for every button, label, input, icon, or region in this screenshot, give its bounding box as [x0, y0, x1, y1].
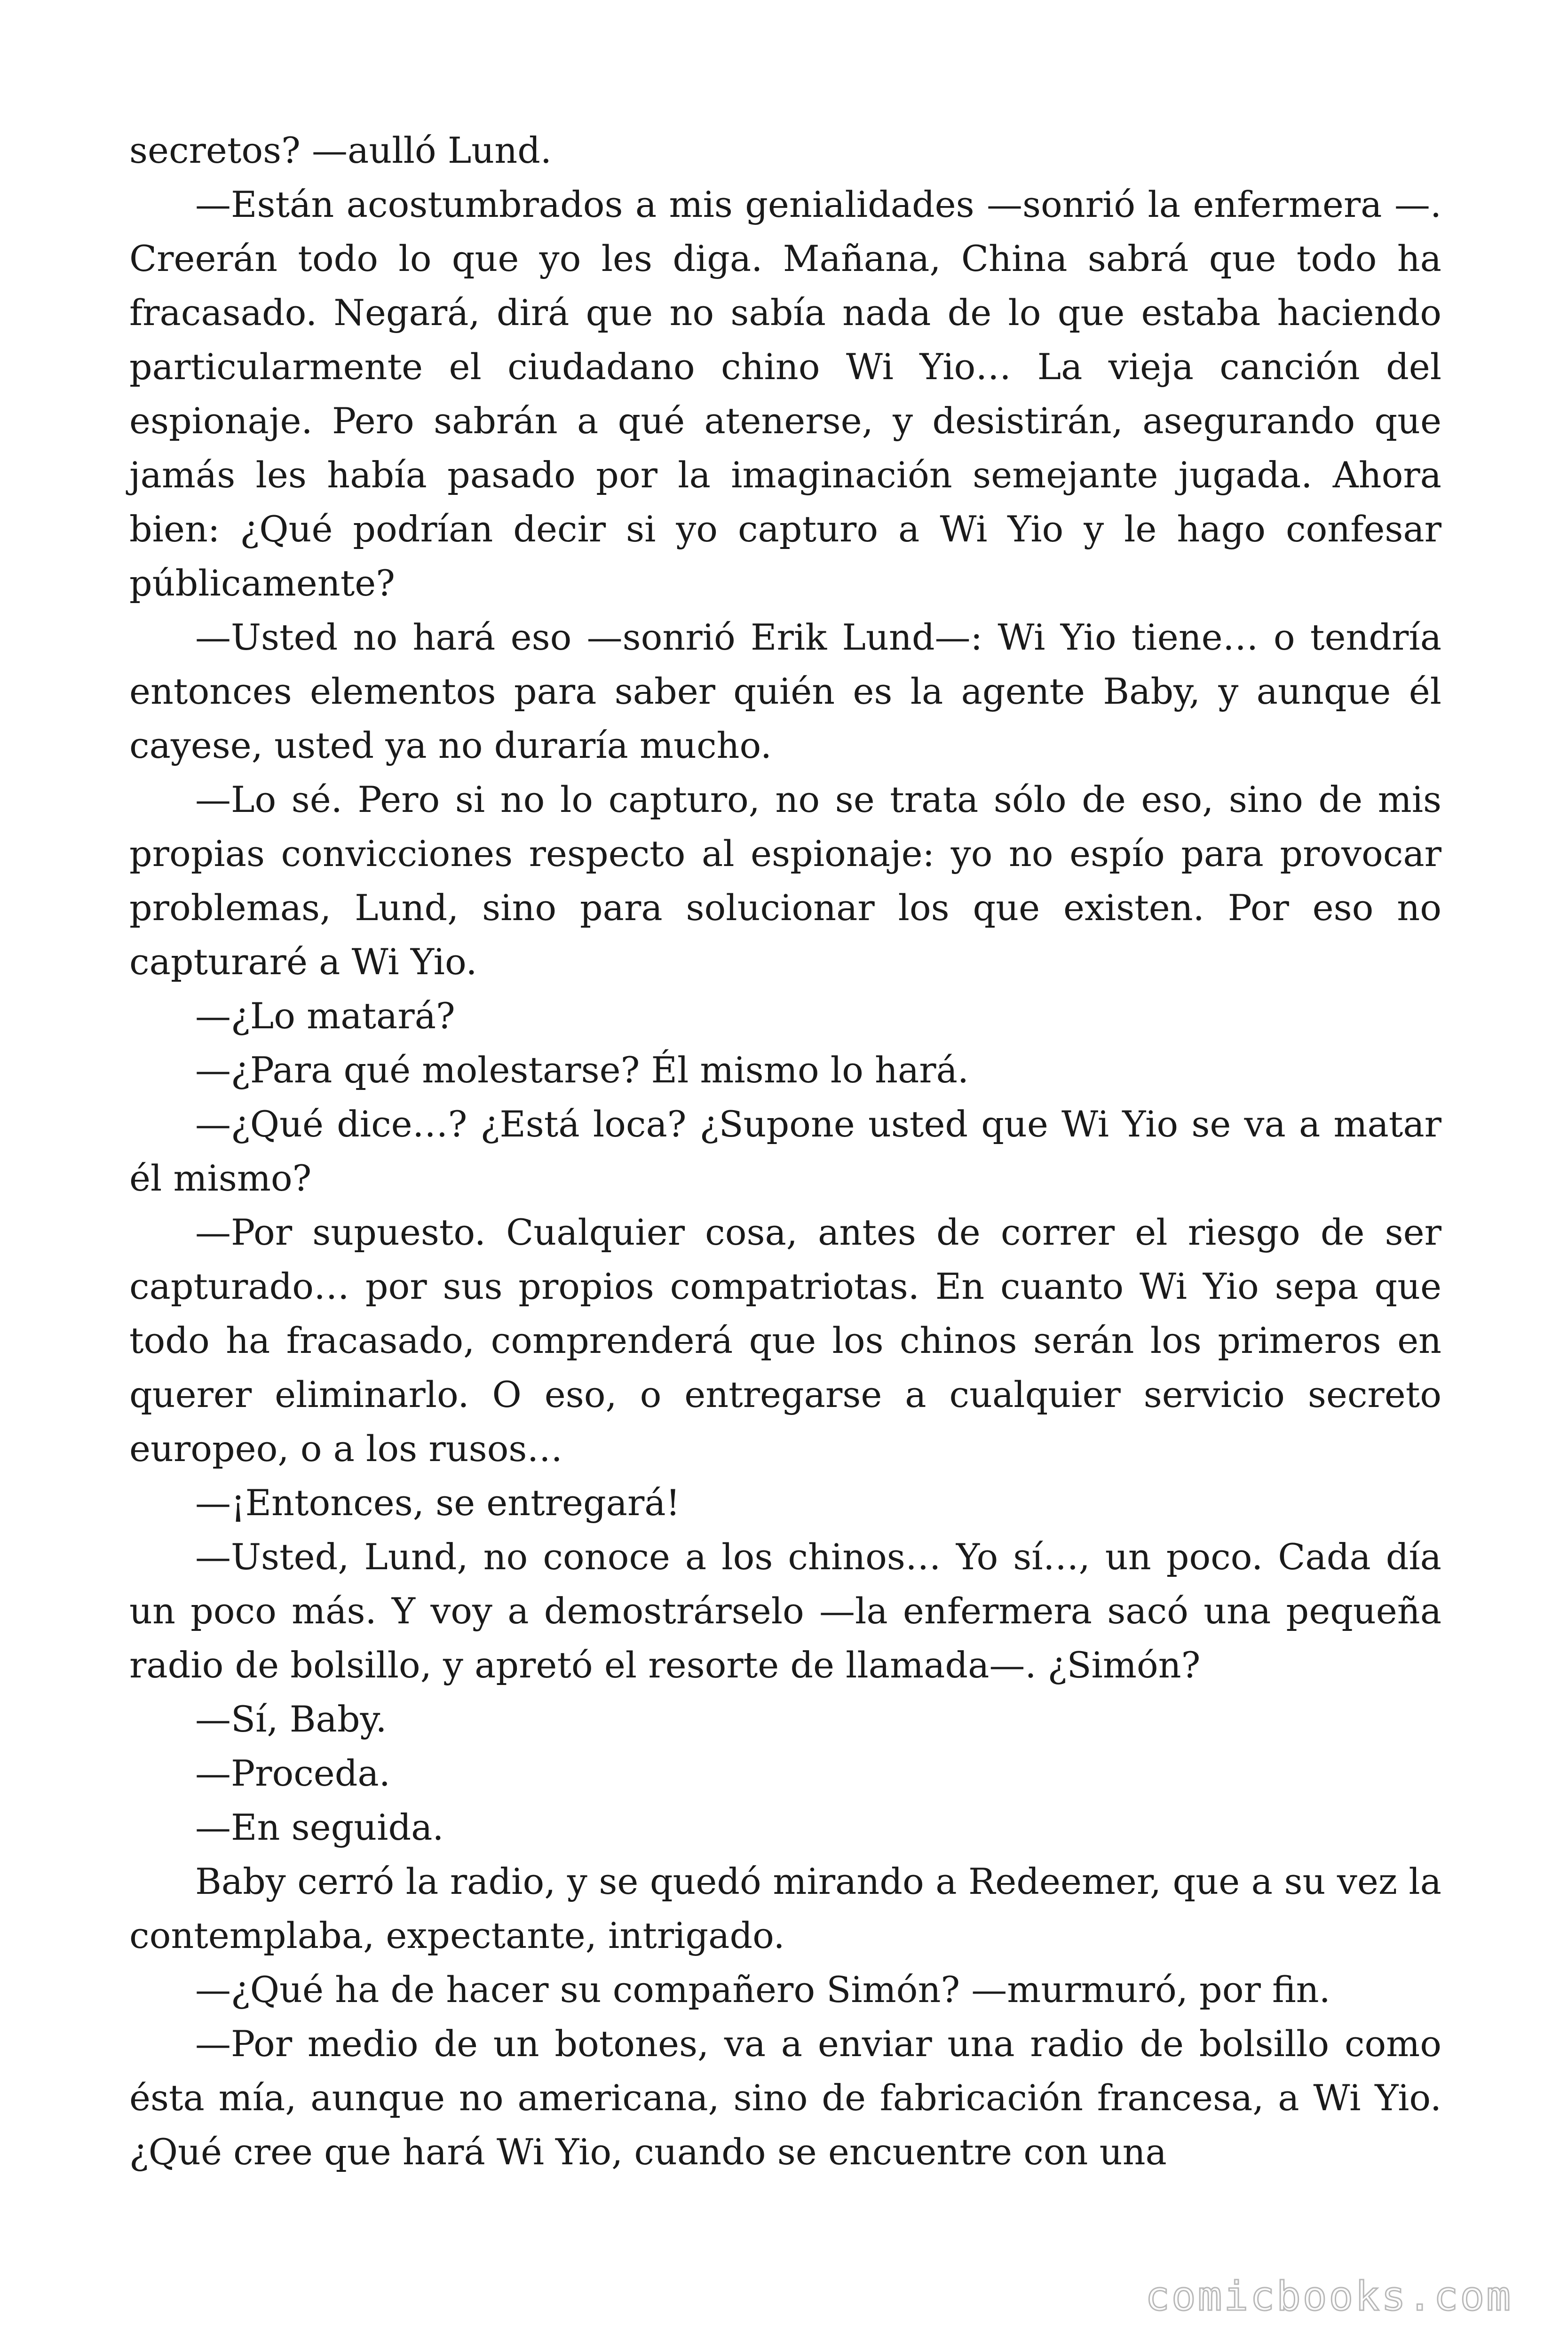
paragraph: —Usted, Lund, no conoce a los chinos… Yo sí…, un poco. Cada día un poco más. Y voy a demostrárselo —la enfermera sacó una pequeña radio de bolsillo, y apretó el resorte de llamada—. ¿Simón? — [129, 1536, 1441, 1686]
paragraph: —¿Qué dice…? ¿Está loca? ¿Supone usted que Wi Yio se va a matar él mismo? — [129, 1103, 1441, 1199]
paragraph: —¿Para qué molestarse? Él mismo lo hará. — [195, 1049, 969, 1091]
paragraph: —Sí, Baby. — [195, 1698, 387, 1740]
paragraph: —Usted no hará eso —sonrió Erik Lund—: Wi Yio tiene… o tendría entonces elementos para saber quién es la agente Baby, y aunque él cayese, usted ya no duraría mucho. — [129, 616, 1441, 766]
page-body — [129, 123, 1441, 2179]
paragraph: —Están acostumbrados a mis genialidades —sonrió la enfermera —. Creerán todo lo que yo les diga. Mañana, China sabrá que todo ha fracasado. Negará, dirá que no sabía nada de lo que estaba haciendo particularmente el ciudadano chino Wi Yio… La vieja canción del espionaje. Pero sabrán a qué atenerse, y desistirán, asegurando que jamás les había pasado por la imaginación semejante jugada. Ahora bien: ¿Qué podrían decir si yo capturo a Wi Yio y le hago confesar públicamente? — [129, 183, 1441, 604]
paragraph: —¿Lo matará? — [195, 995, 455, 1037]
paragraph: —Por supuesto. Cualquier cosa, antes de correr el riesgo de ser capturado… por sus propios compatriotas. En cuanto Wi Yio sepa que todo ha fracasado, comprenderá que los chinos serán los primeros en querer eliminarlo. O eso, o entregarse a cualquier servicio secreto europeo, o a los rusos… — [129, 1211, 1441, 1470]
paragraph: —¡Entonces, se entregará! — [195, 1482, 681, 1524]
watermark: comicbooks.com — [1145, 2273, 1513, 2320]
paragraph: secretos? —aulló Lund. — [129, 129, 552, 171]
paragraph: —¿Qué ha de hacer su compañero Simón? —murmuró, por fin. — [195, 1969, 1330, 2010]
paragraph: —Por medio de un botones, va a enviar una radio de bolsillo como ésta mía, aunque no americana, sino de fabricación francesa, a Wi Yio. ¿Qué cree que hará Wi Yio, cuando se encuentre con una — [129, 2023, 1441, 2173]
paragraph: —En seguida. — [195, 1806, 444, 1848]
paragraph: Baby cerró la radio, y se quedó mirando a Redeemer, que a su vez la contemplaba, expectante, intrigado. — [129, 1860, 1441, 1956]
paragraph: —Lo sé. Pero si no lo capturo, no se trata sólo de eso, sino de mis propias convicciones respecto al espionaje: yo no espío para provocar problemas, Lund, sino para solucionar los que existen. Por eso no capturaré a Wi Yio. — [129, 779, 1441, 983]
paragraph: —Proceda. — [195, 1752, 390, 1794]
